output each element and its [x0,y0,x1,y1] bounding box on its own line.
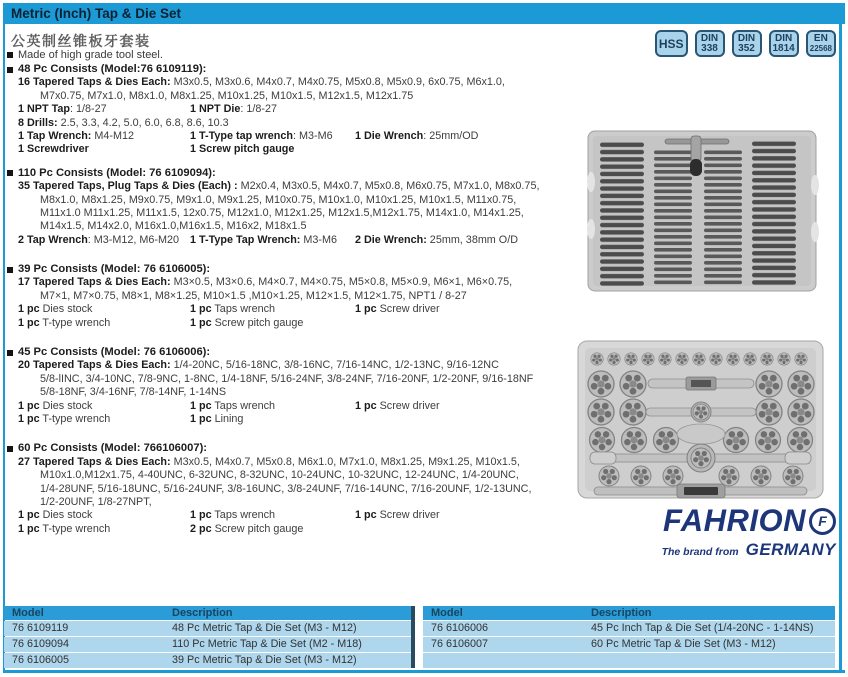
spec-line: M8x1.0, M8x1.25, M9x0.75, M9x1.0, M9x1.25, M10x0.75, M10x1.0, M10x1.25, M10x1.5, M11x0.75, [40,193,517,206]
badge-top-text: DIN [737,32,756,44]
spec-col: 1 T-Type Tap Wrench: M3-M6 [190,233,337,246]
spec-line [7,413,572,426]
table-cell [591,653,835,668]
section-heading-text: 45 Pc Consists (Model: 76 6106006): [18,346,211,359]
die-set-illustration [576,338,826,502]
model-table-right [423,606,835,668]
spec-col: 1 pc Taps wrench [190,303,276,316]
badge-din [695,30,725,57]
spec-line: M7×1, M7×0.75, M8×1, M8×1.25, M10×1.5 ,M10×1.25, M12×1.5, M12×1.75, NPT1 / 8-27 [40,289,467,302]
spec-bold: 1 pc [355,399,377,412]
page-border-bottom [3,670,845,673]
product-photo-die-set [576,338,826,502]
section-heading-text: 48 Pc Consists (Model:76 6109119): [18,63,207,75]
spec-line: M14x1.5, M14x2.0, M16x1.0,M16x1.5, M16x2, M18x1.5 [40,220,307,233]
bullet-square-icon [7,267,13,273]
table-cell: 76 6109094 [12,638,70,650]
brand-name: FAHRION [663,502,806,539]
table-row [4,637,411,652]
model-table-left [4,606,415,668]
spec-bold: 1 pc [355,509,377,522]
spec-bold: 27 Tapered Taps & Dies Each: [18,455,171,468]
spec-col: 1 pc Dies stock [18,509,93,522]
section-heading [7,346,572,359]
brand-logo [636,503,836,560]
bullet-square-icon [7,446,13,452]
spec-bold: 1 Screw pitch gauge [190,143,295,156]
spec-bold: 1 T-Type Tap Wrench: [190,233,301,246]
spec-bold: 1 pc [190,303,212,316]
page-header [3,3,845,24]
table-cell: 45 Pc Inch Tap & Die Set (1/4-20NC - 1-14NS) [591,622,814,634]
spec-line: 27 Tapered Taps & Dies Each: M3x0.5, M4x0.7, M5x0.8, M6x1.0, M7x1.0, M8x1.25, M9x1.25, M10x1.5, [18,455,520,468]
table-cell: 76 6106006 [431,622,489,634]
spec-col: 1 NPT Tap: 1/8-27 [18,103,107,116]
spec-line [7,303,572,316]
spec-col: 1 pc Dies stock [18,303,93,316]
spec-col: 1 pc Screw pitch gauge [190,316,304,329]
spec-col: 1 pc Lining [190,412,244,425]
spec-bold: 1 pc [355,303,377,316]
spec-col: 1 pc Screw driver [355,399,440,412]
badge-hss [655,30,688,57]
table-cell: 76 6109119 [12,622,69,634]
spec-section [7,167,572,247]
badge-din [769,30,799,57]
section-heading-text: 110 Pc Consists (Model: 76 6109094): [18,166,216,179]
spec-col [18,143,190,156]
table-header-cell: Description [172,607,233,619]
spec-bold: 1 Screwdriver [18,143,89,156]
spec-bold: 2 pc [190,522,212,535]
spec-line: 35 Tapered Taps, Plug Taps & Dies (Each) : M2x0.4, M3x0.5, M4x0.7, M5x0.8, M6x0.75, M7x1.0, M8x0.75, [18,180,540,193]
spec-bold: 2 Die Wrench: [355,233,427,246]
section-heading-text: 60 Pc Consists (Model: 766106007): [18,442,208,455]
badge-din [732,30,762,57]
subtitle-chinese: 公英制丝锥板牙套装 [11,33,151,49]
table-cell: 39 Pc Metric Tap & Die Set (M3 - M12) [172,654,357,666]
spec-bold: 2 Tap Wrench [18,233,88,246]
spec-line [7,130,572,143]
spec-section [7,63,572,157]
table-row [423,653,835,668]
bullet-square-icon [7,52,13,58]
spec-bold: 20 Tapered Taps & Dies Each: [18,359,171,372]
spec-col: 2 Tap Wrench: M3-M12, M6-M20 [18,233,179,246]
badge-bottom-text: 338 [701,42,718,54]
spec-col: 1 pc Taps wrench [190,399,276,412]
spec-line [7,143,572,156]
spec-col: 1 pc Dies stock [18,399,93,412]
spec-col: 1 pc T-type wrench [18,412,111,425]
spec-col [190,143,355,156]
spec-bold: 1 pc [18,509,40,522]
table-row [4,653,411,668]
spec-col: 1 T-Type tap wrench: M3-M6 [190,129,333,142]
table-cell [423,653,591,668]
spec-line: M11x1.0 M11x1.25, M11x1.5, 12x0.75, M12x1.0, M12x1.25, M12x1.5,M12x1.75, M14x1.0, M14x1.25, [40,206,524,219]
intro-bullet-line [7,49,163,61]
product-photo-tap-set [585,127,822,297]
spec-bold: 1 pc [18,412,40,425]
spec-bold: 17 Tapered Taps & Dies Each: [18,276,171,289]
spec-col: 1 pc T-type wrench [18,316,111,329]
section-heading [7,442,572,455]
badge-top-text: EN [813,33,828,44]
standards-badges [646,30,836,57]
section-heading-text: 39 Pc Consists (Model: 76 6106005): [18,263,211,276]
spec-bold: 1 pc [190,509,212,522]
spec-line: 5/8-18NF, 3/4-16NF, 7/8-14NF, 1-14NS [40,386,227,399]
spec-bold: 1 pc [190,316,212,329]
spec-bold: 8 Drills: [18,116,58,129]
badge-bottom-text: 22568 [809,44,832,53]
spec-col: 1 Die Wrench: 25mm/OD [355,129,479,142]
spec-line [7,523,572,536]
spec-bold: 1 Tap Wrench: [18,129,92,142]
table-row [423,621,835,636]
spec-line: 20 Tapered Taps & Dies Each: 1/4-20NC, 5/16-18NC, 3/8-16NC, 7/16-14NC, 1/2-13NC, 9/16-12NC [18,359,499,372]
spec-line [7,317,572,330]
spec-bold: 1 pc [18,522,40,535]
section-heading [7,63,572,76]
badge-top-text: DIN [700,32,719,44]
spec-bold: 1 pc [18,399,40,412]
spec-section [7,346,572,426]
table-header-cell: Model [12,607,44,619]
badge-top-text: DIN [775,32,793,44]
spec-line: 1/4-28UNF, 5/16-18UNC, 5/16-24UNF, 3/8-16UNC, 3/8-24UNF, 7/16-14UNC, 7/16-20UNF, 1/2-13UNC, [40,482,532,495]
spec-line: 5/8-lINC, 3/4-10NC, 7/8-9NC, 1-8NC, 1/4-18NF, 5/16-24NF, 3/8-24NF, 7/16-20NF, 1/2-20NF, 9/16-18NF [40,372,534,385]
spec-bold: 1 pc [18,316,40,329]
spec-bold: 35 Tapered Taps, Plug Taps & Dies (Each) : [18,180,238,193]
section-heading [7,167,572,180]
badge-en [806,30,836,57]
spec-line: M10x1.0,M12x1.75, 4-40UNC, 6-32UNC, 8-32UNC, 10-24UNC, 10-32UNC, 12-24UNC, 1/4-20UNC, [40,469,519,482]
intro-text: Made of high grade tool steel. [18,49,163,61]
page-border-right [839,24,842,670]
spec-bold: 1 Die Wrench [355,129,424,142]
bullet-square-icon [7,350,13,356]
spec-col: 1 pc T-type wrench [18,522,111,535]
brand-country: GERMANY [745,540,836,559]
spec-bold: 16 Tapered Taps & Dies Each: [18,76,171,89]
spec-line: 16 Tapered Taps & Dies Each: M3x0.5, M3x0.6, M4x0.7, M4x0.75, M5x0.8, M5x0.9, 6x0.75, M6x1.0, [18,76,505,89]
bullet-square-icon [7,170,13,176]
table-cell: 110 Pc Metric Tap & Die Set (M2 - M18) [172,638,362,650]
spec-line [7,509,572,522]
spec-col: 1 NPT Die: 1/8-27 [190,103,278,116]
spec-bold: 1 pc [190,399,212,412]
spec-col: 2 pc Screw pitch gauge [190,522,304,535]
spec-col: 1 pc Taps wrench [190,509,276,522]
table-row [423,637,835,652]
registered-f-icon: F [809,508,836,535]
spec-section [7,442,572,536]
page-title: Metric (Inch) Tap & Die Set [11,6,182,21]
spec-bold: 1 NPT Die [190,103,241,116]
spec-section [7,263,572,330]
spec-bold: 1 pc [190,412,212,425]
brand-tagline: The brand from [661,546,739,558]
table-header-cell: Description [591,607,652,619]
badge-text: HSS [658,36,684,51]
table-cell: 48 Pc Metric Tap & Die Set (M3 - M12) [172,622,357,634]
spec-line [7,400,572,413]
spec-col: 1 pc Screw driver [355,303,440,316]
spec-bold: 1 pc [18,303,40,316]
table-cell: 76 6106005 [12,654,70,666]
spec-col: 2 Die Wrench: 25mm, 38mm O/D [355,233,519,246]
sections [7,63,572,536]
bullet-square-icon [7,67,13,73]
spec-line: M7x0.75, M7x1.0, M8x1.0, M8x1.25, M10x1.25, M10x1.5, M12x1.5, M12x1.75 [40,89,414,102]
table-cell: 76 6106007 [431,638,489,650]
spec-line: 17 Tapered Taps & Dies Each: M3×0.5, M3×0.6, M4×0.7, M4×0.75, M5×0.8, M5×0.9, M6×1, M6×0.75, [18,276,513,289]
spec-line [7,234,572,247]
spec-bold: 1 NPT Tap [18,103,70,116]
table-row [4,621,411,636]
badge-bottom-text: 1814 [772,42,795,54]
table-cell: 60 Pc Metric Tap & Die Set (M3 - M12) [591,638,776,650]
spec-line: 1/2-20UNF, 1/8-27NPT, [40,495,152,508]
spec-line [7,103,572,116]
spec-line: 8 Drills: 2.5, 3.3, 4.2, 5.0, 6.0, 6.8, 8.6, 10.3 [18,116,229,129]
table-header [4,606,411,620]
spec-col: 1 pc Screw driver [355,509,440,522]
badge-bottom-text: 352 [738,42,755,54]
tap-set-illustration [585,127,822,297]
table-header [423,606,835,620]
spec-bold: 1 T-Type tap wrench [190,129,293,142]
page-border-left [3,24,5,670]
table-header-cell: Model [431,607,463,619]
spec-col: 1 Tap Wrench: M4-M12 [18,129,134,142]
section-heading [7,263,572,276]
